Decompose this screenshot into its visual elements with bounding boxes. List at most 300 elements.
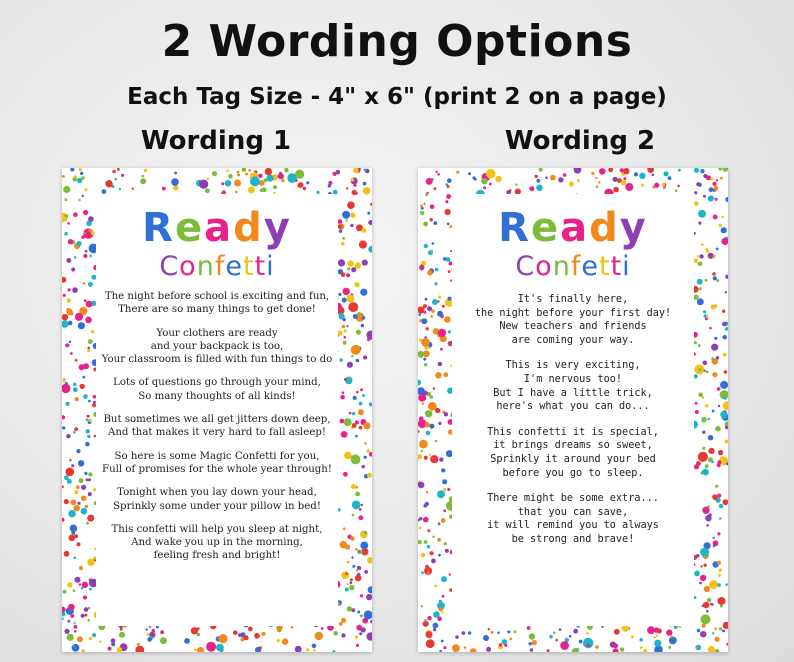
confetti-dot [363, 356, 366, 359]
confetti-dot [438, 362, 442, 366]
confetti-dot [341, 618, 346, 623]
confetti-dot [369, 402, 372, 406]
confetti-dot [318, 632, 321, 635]
confetti-dot [434, 187, 437, 190]
confetti-dot [716, 179, 718, 181]
subhead-letter: t [254, 251, 267, 282]
confetti-dot [71, 499, 77, 505]
confetti-dot [343, 472, 348, 477]
confetti-dot [703, 174, 707, 178]
confetti-dot [418, 482, 424, 489]
confetti-dot [68, 321, 73, 326]
confetti-dot [614, 629, 620, 635]
confetti-dot [343, 341, 347, 345]
confetti-dot [694, 168, 699, 173]
confetti-dot [152, 629, 156, 633]
confetti-dot [342, 391, 345, 394]
confetti-dot [699, 287, 702, 290]
confetti-dot [715, 426, 720, 431]
confetti-dot [75, 359, 78, 362]
confetti-dot [720, 411, 727, 418]
confetti-dot [92, 633, 96, 637]
subhead-letter: t [598, 251, 611, 282]
confetti-dot [77, 502, 80, 505]
confetti-dot [349, 585, 354, 590]
confetti-dot [78, 322, 85, 329]
confetti-dot [709, 327, 712, 330]
confetti-dot [418, 454, 422, 459]
confetti-dot [438, 522, 441, 525]
confetti-dot [67, 582, 72, 587]
confetti-dot [702, 469, 709, 476]
confetti-dot [440, 348, 443, 351]
confetti-dot [623, 177, 626, 180]
confetti-dot [654, 640, 661, 647]
poem-line: This confetti will help you sleep at night, [111, 523, 323, 535]
subhead-letter: f [570, 251, 582, 282]
confetti-dot [74, 625, 78, 629]
confetti-dot [599, 168, 606, 175]
confetti-dot [464, 646, 467, 649]
confetti-dot [639, 638, 643, 642]
confetti-dot [430, 551, 434, 555]
confetti-dot [343, 527, 346, 530]
confetti-dot [723, 353, 727, 357]
confetti-dot [423, 304, 427, 308]
confetti-dot [698, 368, 701, 371]
confetti-dot [81, 485, 86, 490]
confetti-dot [424, 540, 428, 544]
confetti-dot [237, 171, 240, 174]
confetti-dot [258, 174, 262, 178]
confetti-dot [359, 515, 364, 520]
confetti-dot [702, 396, 705, 399]
confetti-dot [723, 622, 728, 629]
confetti-dot [67, 298, 71, 302]
confetti-dot [663, 186, 666, 189]
headline-letter: a [560, 205, 590, 251]
confetti-dot [701, 417, 706, 422]
confetti-dot [677, 185, 680, 188]
confetti-dot [438, 422, 441, 425]
confetti-dot [710, 178, 713, 181]
poem-stanza [92, 486, 342, 513]
poem-line: But I have a little trick, [493, 387, 653, 399]
confetti-dot [726, 643, 728, 646]
confetti-dot [438, 329, 446, 337]
confetti-dot [82, 376, 85, 379]
confetti-dot [713, 545, 715, 547]
confetti-dot [363, 182, 367, 186]
confetti-dot [426, 639, 435, 648]
confetti-dot [449, 573, 451, 575]
confetti-dot [703, 310, 706, 313]
confetti-dot [545, 176, 548, 179]
confetti-dot [361, 324, 364, 327]
confetti-dot [486, 647, 491, 652]
confetti-dot [333, 631, 338, 636]
confetti-dot [714, 186, 719, 191]
confetti-dot [279, 172, 282, 175]
confetti-dot [438, 296, 441, 299]
subhead-letter: o [179, 251, 197, 282]
confetti-dot [78, 199, 80, 201]
confetti-dot [174, 172, 177, 175]
confetti-dot [442, 479, 447, 484]
confetti-dot [132, 188, 134, 190]
confetti-dot [712, 494, 718, 500]
confetti-dot [720, 605, 723, 608]
confetti-dot [527, 626, 531, 630]
confetti-dot [711, 461, 714, 464]
poem-stanza [92, 413, 342, 440]
subhead-letter: t [610, 251, 623, 282]
confetti-dot [120, 628, 123, 631]
confetti-dot [321, 627, 324, 630]
confetti-dot [535, 175, 538, 178]
confetti-dot [344, 452, 352, 460]
confetti-dot [700, 548, 709, 557]
confetti-dot [81, 176, 84, 179]
subhead-letter: C [515, 251, 536, 282]
confetti-dot [423, 517, 429, 523]
confetti-dot [349, 412, 352, 415]
confetti-dot [355, 192, 358, 195]
confetti-dot [62, 379, 65, 382]
confetti-dot [423, 358, 426, 361]
confetti-dot [359, 632, 362, 635]
poem-line: There might be some extra... [487, 493, 659, 505]
confetti-dot [342, 325, 345, 328]
confetti-dot [448, 297, 452, 301]
tag-headline [418, 204, 728, 252]
headline-letter: R [142, 205, 175, 251]
confetti-dot [259, 646, 262, 649]
confetti-dot [360, 627, 365, 632]
confetti-dot [695, 402, 698, 405]
confetti-dot [427, 306, 432, 311]
confetti-dot [708, 435, 713, 440]
confetti-dot [351, 355, 353, 357]
subhead-letter: C [159, 251, 180, 282]
confetti-dot [504, 644, 507, 647]
poem-line: and your backpack is too, [150, 340, 284, 352]
confetti-dot [532, 640, 537, 645]
confetti-dot [81, 508, 88, 515]
confetti-dot [284, 168, 289, 172]
poem-line: This is very exciting, [505, 360, 641, 372]
poem-line: New teachers and friends [499, 321, 647, 333]
confetti-dot [86, 419, 89, 422]
confetti-dot [427, 571, 430, 574]
confetti-dot [418, 394, 426, 402]
confetti-dot [715, 637, 720, 642]
confetti-dot [441, 611, 443, 613]
confetti-dot [708, 513, 712, 517]
confetti-dot [264, 178, 268, 182]
confetti-dot [282, 638, 288, 644]
confetti-dot [347, 362, 353, 368]
confetti-dot [347, 606, 352, 611]
confetti-dot [237, 174, 240, 177]
confetti-dot [418, 430, 420, 433]
confetti-dot [328, 181, 332, 185]
confetti-dot [577, 179, 580, 182]
confetti-dot [441, 468, 445, 472]
confetti-dot [652, 174, 655, 177]
confetti-dot [76, 449, 80, 453]
poem-line: Lots of questions go through your mind, [113, 377, 321, 389]
confetti-dot [261, 632, 265, 636]
confetti-dot [82, 195, 84, 197]
confetti-dot [715, 198, 718, 201]
confetti-dot [625, 183, 633, 191]
confetti-dot [352, 565, 355, 568]
confetti-dot [608, 168, 613, 172]
confetti-dot [356, 644, 359, 647]
subhead-letter: e [225, 251, 243, 282]
confetti-dot [586, 632, 589, 635]
confetti-dot [663, 171, 668, 176]
confetti-dot [443, 509, 446, 512]
confetti-dot [313, 649, 316, 652]
confetti-dot [468, 172, 471, 175]
confetti-dot [442, 305, 445, 308]
confetti-dot [707, 598, 711, 602]
confetti-dot [353, 396, 357, 400]
confetti-dot [353, 168, 359, 173]
confetti-dot [718, 168, 722, 171]
confetti-dot [79, 566, 83, 570]
confetti-dot [341, 571, 349, 579]
confetti-dot [351, 345, 361, 355]
confetti-dot [456, 171, 459, 174]
confetti-dot [558, 177, 563, 182]
confetti-dot [426, 178, 433, 185]
confetti-dot [666, 629, 672, 635]
confetti-dot [719, 568, 722, 571]
confetti-dot [705, 404, 708, 407]
wording-1-label: Wording 1 [140, 126, 292, 156]
confetti-dot [720, 177, 723, 180]
confetti-dot [712, 182, 716, 186]
confetti-dot [63, 186, 70, 193]
confetti-dot [87, 619, 90, 622]
poem-stanza [456, 293, 690, 347]
confetti-dot [495, 176, 501, 182]
confetti-dot [265, 168, 272, 175]
confetti-dot [678, 169, 681, 172]
confetti-dot [448, 330, 451, 333]
confetti-dot [421, 553, 425, 557]
confetti-dot [432, 536, 434, 538]
confetti-dot [488, 628, 490, 630]
confetti-dot [702, 447, 705, 450]
headline-letter: e [530, 205, 561, 251]
poem-line: There are so many things to get done! [118, 304, 316, 316]
confetti-dot [339, 622, 343, 626]
poem-line: This confetti it is special, [487, 426, 659, 438]
confetti-dot [549, 635, 553, 639]
confetti-dot [443, 646, 446, 649]
confetti-dot [430, 455, 438, 463]
poem-wording-2 [456, 293, 690, 559]
confetti-dot [712, 537, 715, 540]
confetti-dot [144, 169, 147, 172]
confetti-dot [281, 179, 284, 182]
confetti-dot [64, 629, 69, 634]
confetti-dot [70, 168, 74, 172]
confetti-dot [419, 319, 422, 322]
confetti-dot [529, 633, 535, 639]
confetti-dot [722, 310, 725, 313]
confetti-dot [421, 450, 423, 452]
confetti-dot [87, 349, 90, 352]
confetti-dot [68, 288, 71, 291]
confetti-dot [669, 637, 677, 645]
confetti-dot [427, 529, 430, 532]
confetti-dot [350, 578, 353, 581]
confetti-dot [347, 295, 355, 303]
confetti-dot [342, 298, 347, 303]
confetti-dot [431, 309, 435, 313]
confetti-dot [579, 640, 583, 644]
confetti-dot [63, 294, 66, 297]
confetti-dot [355, 636, 358, 639]
confetti-dot [425, 410, 432, 417]
confetti-dot [613, 643, 618, 648]
confetti-dot [99, 641, 101, 643]
confetti-dot [357, 611, 360, 614]
confetti-dot [345, 573, 348, 576]
confetti-dot [108, 647, 112, 651]
confetti-dot [64, 499, 69, 504]
confetti-dot [147, 637, 152, 642]
confetti-dot [68, 604, 75, 611]
confetti-dot [370, 620, 372, 623]
confetti-dot [352, 423, 357, 428]
confetti-dot [708, 195, 714, 201]
confetti-dot [441, 576, 447, 582]
poem-stanza [92, 327, 342, 367]
confetti-dot [135, 646, 144, 652]
confetti-dot [447, 185, 450, 188]
confetti-dot [62, 607, 66, 613]
confetti-dot [723, 499, 729, 505]
confetti-dot [360, 594, 363, 597]
wording-2-label: Wording 2 [504, 126, 656, 156]
confetti-dot [79, 478, 84, 483]
confetti-dot [707, 505, 710, 508]
confetti-dot [539, 168, 543, 172]
confetti-dot [675, 189, 678, 192]
confetti-dot [507, 630, 510, 633]
confetti-dot [355, 492, 360, 497]
confetti-dot [443, 488, 446, 491]
confetti-dot [714, 628, 717, 631]
confetti-dot [587, 644, 590, 647]
confetti-dot [452, 644, 460, 652]
confetti-dot [358, 312, 361, 315]
confetti-dot [706, 524, 709, 527]
confetti-dot [62, 320, 69, 327]
poem-line: the night before your first day! [474, 307, 672, 319]
confetti-dot [444, 542, 447, 545]
confetti-dot [343, 288, 350, 295]
confetti-dot [703, 361, 708, 366]
poem-stanza [92, 523, 342, 563]
confetti-dot [426, 327, 429, 330]
confetti-dot [225, 180, 232, 187]
confetti-dot [445, 549, 449, 553]
confetti-dot [356, 359, 360, 363]
confetti-dot [87, 435, 90, 438]
confetti-dot [64, 551, 70, 557]
confetti-dot [62, 518, 65, 522]
confetti-dot [142, 175, 145, 178]
confetti-dot [724, 370, 728, 374]
confetti-dot [67, 620, 70, 623]
confetti-dot [248, 186, 255, 193]
confetti-dot [75, 313, 83, 321]
confetti-dot [226, 169, 229, 172]
confetti-dot [361, 504, 363, 506]
confetti-dot [206, 642, 216, 652]
confetti-dot [712, 632, 714, 634]
confetti-dot [312, 644, 317, 649]
confetti-dot [439, 457, 443, 461]
confetti-dot [74, 630, 77, 633]
confetti-dot [698, 344, 701, 347]
confetti-dot [87, 415, 90, 418]
confetti-dot [306, 648, 309, 651]
confetti-dot [439, 607, 443, 611]
confetti-dot [433, 611, 440, 618]
confetti-dot [702, 431, 705, 434]
poem-line: before you go to sleep. [502, 467, 644, 479]
confetti-dot [613, 177, 618, 182]
poem-line: it brings dreams so sweet, [493, 440, 653, 452]
confetti-dot [72, 644, 80, 652]
page-subtitle: Each Tag Size - 4" x 6" (print 2 on a page) [127, 84, 667, 110]
confetti-dot [704, 370, 706, 372]
confetti-dot [245, 173, 248, 176]
confetti-dot [121, 174, 124, 177]
subhead-letter: n [552, 251, 571, 282]
confetti-dot [73, 431, 76, 434]
poem-line: The night before school is exciting and fun, [104, 291, 330, 302]
confetti-dot [515, 183, 517, 185]
confetti-dot [344, 378, 347, 381]
confetti-dot [205, 188, 210, 193]
confetti-dot [596, 186, 599, 189]
confetti-dot [267, 175, 274, 182]
confetti-dot [711, 305, 716, 310]
confetti-dot [421, 338, 430, 347]
confetti-dot [111, 638, 116, 643]
headline-letter: R [498, 205, 531, 251]
confetti-dot [613, 648, 619, 652]
confetti-dot [137, 643, 140, 646]
confetti-dot [703, 195, 706, 198]
confetti-dot [718, 597, 726, 605]
confetti-dot [78, 460, 84, 466]
confetti-dot [714, 337, 717, 340]
confetti-dot [489, 183, 492, 186]
confetti-dot [424, 363, 427, 366]
poem-line: that you can save, [517, 506, 629, 518]
poem-line: I'm nervous too! [523, 373, 623, 385]
